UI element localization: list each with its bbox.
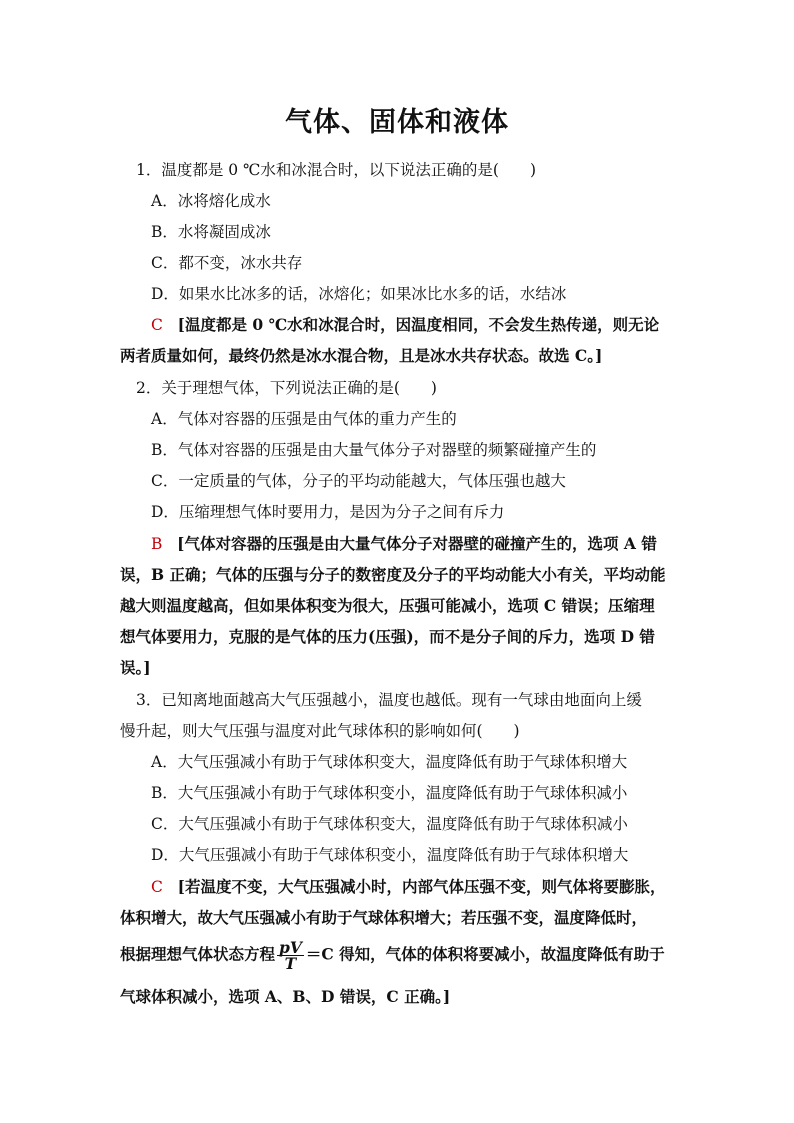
q3-option-c: C．大气压强减小有助于气球体积变大，温度降低有助于气球体积减小: [151, 815, 628, 833]
q3-stem-cont: 慢升起，则大气压强与温度对此气球体积的影响如何( ): [120, 722, 520, 740]
q1-answer: C: [151, 316, 163, 334]
q3-stem: 3．已知离地面越高大气压强越小，温度也越低。现有一气球由地面向上缓: [136, 691, 642, 709]
q2-option-b: B．气体对容器的压强是由大量气体分子对器壁的频繁碰撞产生的: [151, 441, 597, 459]
q1-explanation-cont: 两者质量如何，最终仍然是冰水混合物，且是冰水共存状态。故选 C。]: [120, 346, 603, 365]
q1-stem: 1．温度都是 0 ℃水和冰混合时，以下说法正确的是( ): [136, 161, 537, 179]
q3-explanation-formula-line: [120, 940, 665, 971]
q1-option-b: B．水将凝固成冰: [151, 223, 271, 241]
q2-option-d: D．压缩理想气体时要用力，是因为分子之间有斥力: [151, 503, 505, 521]
q3-explanation-line: [151, 877, 666, 897]
q3-answer: C: [151, 878, 163, 896]
q1-explanation-text: [温度都是 0 ℃水和冰混合时，因温度相同，不会发生热传递，则无论: [177, 315, 660, 334]
q2-explanation-cont: 想气体要用力，克服的是气体的压力(压强)，而不是分子间的斥力，选项 D 错: [120, 627, 655, 646]
q2-option-a: A．气体对容器的压强是由气体的重力产生的: [151, 410, 457, 428]
q3-explanation-cont: 气球体积减小，选项 A、B、D 错误，C 正确。]: [120, 987, 451, 1006]
q3-explanation-cont: 体积增大，故大气压强减小有助于气球体积增大；若压强不变，温度降低时，: [120, 908, 648, 927]
q2-explanation-cont: 越大则温度越高，但如果体积变为很大，压强可能减小，选项 C 错误；压缩理: [120, 596, 655, 615]
q2-stem: 2．关于理想气体，下列说法正确的是( ): [136, 379, 437, 397]
q2-explanation-cont: 误。]: [120, 658, 151, 677]
page-title: 气体、固体和液体: [285, 107, 509, 138]
q1-option-c: C．都不变，冰水共存: [151, 254, 303, 272]
q2-answer: B: [151, 535, 163, 553]
q2-explanation-line: [151, 534, 657, 554]
q1-option-d: D．如果水比冰多的话，冰熔化；如果冰比水多的话，水结冰: [151, 285, 567, 303]
fraction-numerator: pV: [279, 938, 302, 957]
q2-explanation-text: [气体对容器的压强是由大量气体分子对器壁的碰撞产生的，选项 A 错: [177, 534, 657, 553]
q3-explanation-post: ＝C 得知，气体的体积将要减小，故温度降低有助于: [305, 944, 665, 964]
q1-option-a: A．冰将熔化成水: [151, 192, 271, 210]
q3-option-b: B．大气压强减小有助于气球体积变小，温度降低有助于气球体积减小: [151, 784, 628, 802]
fraction-denominator: T: [284, 954, 297, 973]
q3-option-d: D．大气压强减小有助于气球体积变小，温度降低有助于气球体积增大: [151, 846, 629, 864]
q3-explanation-text: [若温度不变，大气压强减小时，内部气体压强不变，则气体将要膨胀，: [177, 877, 666, 896]
q1-explanation-line: [151, 315, 659, 335]
q3-option-a: A．大气压强减小有助于气球体积变大，温度降低有助于气球体积增大: [151, 753, 628, 771]
q2-option-c: C．一定质量的气体，分子的平均动能越大，气体压强也越大: [151, 472, 566, 490]
q2-explanation-cont: 误，B 正确；气体的压强与分子的数密度及分子的平均动能大小有关，平均动能: [120, 565, 666, 584]
q3-explanation-pre: 根据理想气体状态方程: [120, 944, 276, 964]
ideal-gas-fraction: [277, 940, 304, 971]
